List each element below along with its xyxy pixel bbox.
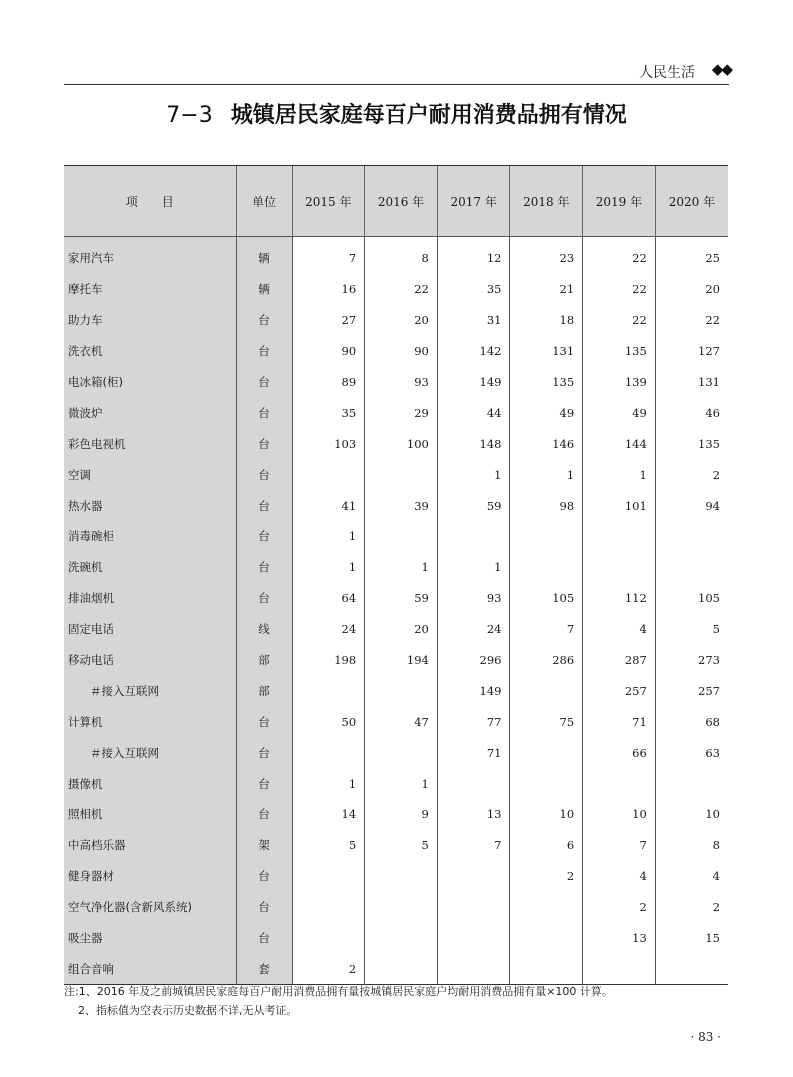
row-item-name: 组合音响 xyxy=(64,953,236,984)
page-number: · 83 · xyxy=(690,1030,721,1044)
row-value: 22 xyxy=(365,274,438,305)
row-value: 4 xyxy=(655,861,728,892)
table-row xyxy=(64,490,728,521)
row-value xyxy=(365,953,438,984)
row-value: 31 xyxy=(437,305,510,336)
row-value xyxy=(510,521,583,552)
row-item-name: 吸尘器 xyxy=(64,923,236,954)
table-row xyxy=(64,583,728,614)
row-value xyxy=(655,552,728,583)
row-value: 149 xyxy=(437,675,510,706)
row-value: 2 xyxy=(655,459,728,490)
row-value: 100 xyxy=(365,428,438,459)
table-row xyxy=(64,305,728,336)
row-value: 22 xyxy=(583,274,656,305)
row-value xyxy=(365,459,438,490)
row-unit: 台 xyxy=(236,768,292,799)
row-unit: 台 xyxy=(236,521,292,552)
row-value xyxy=(365,923,438,954)
row-item-name: 彩色电视机 xyxy=(64,428,236,459)
row-value: 21 xyxy=(510,274,583,305)
row-unit: 台 xyxy=(236,305,292,336)
row-unit: 套 xyxy=(236,953,292,984)
row-value: 8 xyxy=(655,830,728,861)
header-rule xyxy=(64,84,729,85)
row-value: 257 xyxy=(655,675,728,706)
row-value: 41 xyxy=(292,490,365,521)
column-header-year: 2018 年 xyxy=(510,166,583,237)
row-value: 4 xyxy=(583,614,656,645)
row-value: 1 xyxy=(510,459,583,490)
row-value xyxy=(365,892,438,923)
table-row xyxy=(64,428,728,459)
table-row xyxy=(64,768,728,799)
row-unit: 台 xyxy=(236,892,292,923)
table-row xyxy=(64,645,728,676)
table-row xyxy=(64,336,728,367)
row-value: 142 xyxy=(437,336,510,367)
row-value xyxy=(365,675,438,706)
row-value: 1 xyxy=(437,459,510,490)
row-value xyxy=(437,892,510,923)
row-value: 64 xyxy=(292,583,365,614)
row-unit: 辆 xyxy=(236,237,292,274)
row-value: 2 xyxy=(583,892,656,923)
row-value: 90 xyxy=(292,336,365,367)
column-header-year: 2017 年 xyxy=(437,166,510,237)
table-row xyxy=(64,274,728,305)
row-value xyxy=(292,737,365,768)
row-value: 149 xyxy=(437,367,510,398)
row-value: 105 xyxy=(510,583,583,614)
row-value xyxy=(583,768,656,799)
row-value xyxy=(655,521,728,552)
row-value: 5 xyxy=(655,614,728,645)
table-row xyxy=(64,675,728,706)
row-value: 8 xyxy=(365,237,438,274)
row-value: 7 xyxy=(583,830,656,861)
row-item-name: 热水器 xyxy=(64,490,236,521)
row-value: 2 xyxy=(510,861,583,892)
row-value xyxy=(655,953,728,984)
row-value: 22 xyxy=(583,305,656,336)
row-unit: 台 xyxy=(236,490,292,521)
table-row xyxy=(64,552,728,583)
table-row xyxy=(64,459,728,490)
row-item-name: 洗碗机 xyxy=(64,552,236,583)
row-value: 103 xyxy=(292,428,365,459)
row-value: 10 xyxy=(510,799,583,830)
row-value: 12 xyxy=(437,237,510,274)
row-value xyxy=(437,768,510,799)
row-value: 286 xyxy=(510,645,583,676)
row-value xyxy=(437,861,510,892)
row-value: 20 xyxy=(365,305,438,336)
row-unit: 台 xyxy=(236,799,292,830)
row-value: 1 xyxy=(437,552,510,583)
row-item-name: 固定电话 xyxy=(64,614,236,645)
table-row xyxy=(64,892,728,923)
row-value: 112 xyxy=(583,583,656,614)
row-value: 194 xyxy=(365,645,438,676)
row-value: 10 xyxy=(655,799,728,830)
table-row xyxy=(64,861,728,892)
row-value: 1 xyxy=(365,768,438,799)
row-value: 16 xyxy=(292,274,365,305)
row-value xyxy=(365,737,438,768)
row-value: 1 xyxy=(583,459,656,490)
row-unit: 辆 xyxy=(236,274,292,305)
row-item-name: 健身器材 xyxy=(64,861,236,892)
row-value: 1 xyxy=(365,552,438,583)
row-value: 63 xyxy=(655,737,728,768)
footnote-2: 2、指标值为空表示历史数据不详,无从考证。 xyxy=(78,1004,298,1017)
section-label: 人民生活 xyxy=(639,65,695,81)
row-value: 89 xyxy=(292,367,365,398)
row-value xyxy=(583,953,656,984)
column-header-year: 2020 年 xyxy=(655,166,728,237)
footnote-1: 注:1、2016 年及之前城镇居民家庭每百户耐用消费品拥有量按城镇居民家庭户均耐用消费品拥有量×100 计算。 xyxy=(64,985,613,998)
column-header-unit: 单位 xyxy=(236,166,292,237)
row-item-name: ＃接入互联网 xyxy=(64,737,236,768)
row-value: 5 xyxy=(365,830,438,861)
row-value: 9 xyxy=(365,799,438,830)
row-unit: 台 xyxy=(236,706,292,737)
table-title-text: 城镇居民家庭每百户耐用消费品拥有情况 xyxy=(230,103,627,128)
row-value: 22 xyxy=(655,305,728,336)
row-value: 1 xyxy=(292,521,365,552)
row-value: 49 xyxy=(583,397,656,428)
row-item-name: 电冰箱(柜) xyxy=(64,367,236,398)
row-value: 39 xyxy=(365,490,438,521)
row-value xyxy=(292,459,365,490)
row-value xyxy=(365,861,438,892)
row-value xyxy=(583,521,656,552)
row-value: 66 xyxy=(583,737,656,768)
row-value: 24 xyxy=(292,614,365,645)
row-item-name: 空调 xyxy=(64,459,236,490)
row-value: 296 xyxy=(437,645,510,676)
row-value: 6 xyxy=(510,830,583,861)
row-unit: 架 xyxy=(236,830,292,861)
row-value: 75 xyxy=(510,706,583,737)
row-value: 135 xyxy=(510,367,583,398)
row-item-name: 中高档乐器 xyxy=(64,830,236,861)
row-value: 7 xyxy=(510,614,583,645)
row-value xyxy=(437,953,510,984)
row-value: 22 xyxy=(583,237,656,274)
row-value xyxy=(365,521,438,552)
row-unit: 台 xyxy=(236,397,292,428)
row-value: 71 xyxy=(583,706,656,737)
row-value: 4 xyxy=(583,861,656,892)
row-unit: 部 xyxy=(236,645,292,676)
row-value xyxy=(510,892,583,923)
row-unit: 台 xyxy=(236,552,292,583)
row-value xyxy=(510,953,583,984)
row-value: 135 xyxy=(583,336,656,367)
row-value: 287 xyxy=(583,645,656,676)
row-unit: 台 xyxy=(236,923,292,954)
row-value: 24 xyxy=(437,614,510,645)
row-value: 13 xyxy=(583,923,656,954)
row-value: 146 xyxy=(510,428,583,459)
row-value: 20 xyxy=(655,274,728,305)
row-item-name: 空气净化器(含新风系统) xyxy=(64,892,236,923)
row-value: 90 xyxy=(365,336,438,367)
row-value: 135 xyxy=(655,428,728,459)
page-title xyxy=(0,98,793,129)
row-value: 93 xyxy=(365,367,438,398)
row-value: 5 xyxy=(292,830,365,861)
row-value: 13 xyxy=(437,799,510,830)
table-body xyxy=(64,237,728,985)
table-header-row xyxy=(64,166,728,237)
row-value xyxy=(583,552,656,583)
row-value: 71 xyxy=(437,737,510,768)
row-item-name: 洗衣机 xyxy=(64,336,236,367)
row-unit: 台 xyxy=(236,861,292,892)
diamond-ornament-icon: ◆◆ xyxy=(711,60,731,78)
row-value: 101 xyxy=(583,490,656,521)
row-value: 1 xyxy=(292,768,365,799)
table-row xyxy=(64,237,728,274)
row-value: 29 xyxy=(365,397,438,428)
row-value: 15 xyxy=(655,923,728,954)
row-unit: 台 xyxy=(236,336,292,367)
row-value xyxy=(437,923,510,954)
row-value: 1 xyxy=(292,552,365,583)
row-value: 44 xyxy=(437,397,510,428)
table-row xyxy=(64,397,728,428)
row-value: 131 xyxy=(510,336,583,367)
row-item-name: 照相机 xyxy=(64,799,236,830)
row-unit: 台 xyxy=(236,428,292,459)
row-item-name: 移动电话 xyxy=(64,645,236,676)
row-value: 27 xyxy=(292,305,365,336)
row-item-name: 摩托车 xyxy=(64,274,236,305)
row-value xyxy=(292,675,365,706)
column-header-year: 2015 年 xyxy=(292,166,365,237)
row-value xyxy=(292,892,365,923)
column-header-year: 2019 年 xyxy=(583,166,656,237)
column-header-item: 项 目 xyxy=(64,166,236,237)
row-value: 68 xyxy=(655,706,728,737)
row-item-name: 摄像机 xyxy=(64,768,236,799)
row-value: 144 xyxy=(583,428,656,459)
row-value: 10 xyxy=(583,799,656,830)
row-unit: 台 xyxy=(236,459,292,490)
column-header-year: 2016 年 xyxy=(365,166,438,237)
table-row xyxy=(64,367,728,398)
row-value: 2 xyxy=(292,953,365,984)
row-value: 46 xyxy=(655,397,728,428)
row-value: 131 xyxy=(655,367,728,398)
table-row xyxy=(64,830,728,861)
table-number: 7−3 xyxy=(166,103,213,128)
row-value: 35 xyxy=(437,274,510,305)
row-value: 18 xyxy=(510,305,583,336)
row-unit: 台 xyxy=(236,367,292,398)
row-value: 50 xyxy=(292,706,365,737)
row-value: 47 xyxy=(365,706,438,737)
row-value xyxy=(510,552,583,583)
row-value: 198 xyxy=(292,645,365,676)
table-row xyxy=(64,706,728,737)
row-item-name: 家用汽车 xyxy=(64,237,236,274)
row-value: 273 xyxy=(655,645,728,676)
row-value xyxy=(292,923,365,954)
row-value xyxy=(437,521,510,552)
row-value: 257 xyxy=(583,675,656,706)
table-row xyxy=(64,614,728,645)
row-unit: 台 xyxy=(236,583,292,614)
table-row xyxy=(64,799,728,830)
row-value: 148 xyxy=(437,428,510,459)
row-value: 139 xyxy=(583,367,656,398)
row-value: 77 xyxy=(437,706,510,737)
row-value: 35 xyxy=(292,397,365,428)
row-unit: 台 xyxy=(236,737,292,768)
row-value: 93 xyxy=(437,583,510,614)
table-row xyxy=(64,953,728,984)
row-value: 2 xyxy=(655,892,728,923)
row-value: 7 xyxy=(292,237,365,274)
row-value: 59 xyxy=(437,490,510,521)
row-value xyxy=(510,737,583,768)
table-row xyxy=(64,923,728,954)
row-value: 20 xyxy=(365,614,438,645)
row-value: 7 xyxy=(437,830,510,861)
row-value: 23 xyxy=(510,237,583,274)
row-value: 105 xyxy=(655,583,728,614)
row-item-name: ＃接入互联网 xyxy=(64,675,236,706)
row-value: 14 xyxy=(292,799,365,830)
row-value xyxy=(292,861,365,892)
row-value xyxy=(510,768,583,799)
row-value: 127 xyxy=(655,336,728,367)
row-value xyxy=(655,768,728,799)
table-row xyxy=(64,521,728,552)
row-unit: 线 xyxy=(236,614,292,645)
row-item-name: 排油烟机 xyxy=(64,583,236,614)
row-value xyxy=(510,675,583,706)
row-item-name: 消毒碗柜 xyxy=(64,521,236,552)
table-row xyxy=(64,737,728,768)
row-value: 49 xyxy=(510,397,583,428)
row-value: 94 xyxy=(655,490,728,521)
row-value xyxy=(510,923,583,954)
row-value: 98 xyxy=(510,490,583,521)
consumer-durables-table xyxy=(64,165,728,985)
row-value: 59 xyxy=(365,583,438,614)
row-item-name: 计算机 xyxy=(64,706,236,737)
row-value: 25 xyxy=(655,237,728,274)
row-unit: 部 xyxy=(236,675,292,706)
row-item-name: 助力车 xyxy=(64,305,236,336)
row-item-name: 微波炉 xyxy=(64,397,236,428)
